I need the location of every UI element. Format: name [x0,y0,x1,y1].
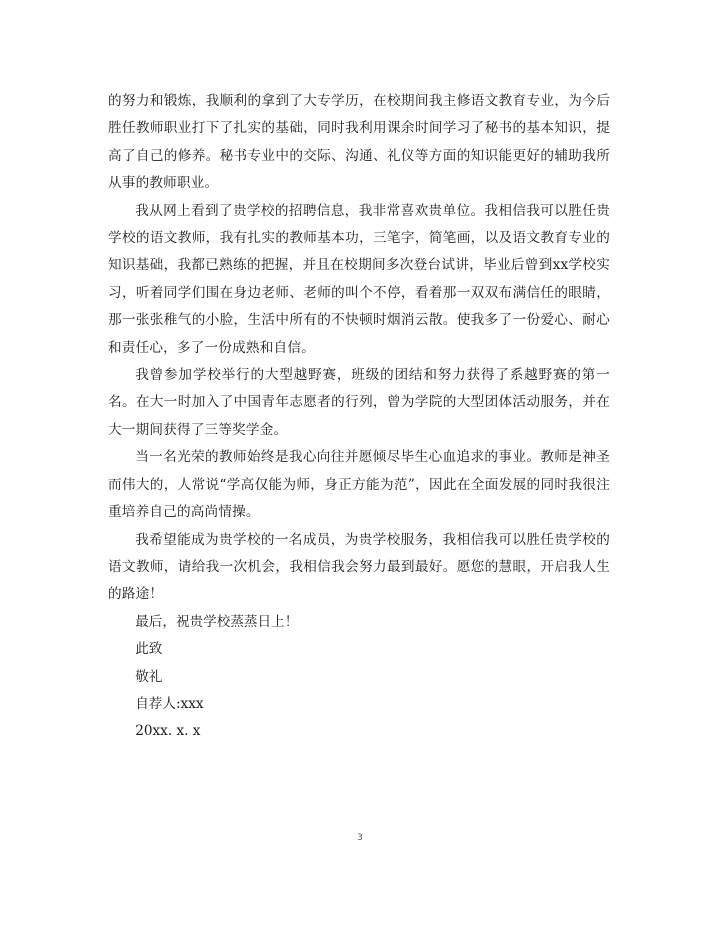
closing-wish: 最后，祝贵学校蒸蒸日上！ [135,613,299,630]
paragraph-education: 的努力和锻炼，我顺利的拿到了大专学历，在校期间我主修语文教育专业，为今后胜任教师职业打下了扎实的基础，同时我利用课余时间学习了秘书的基本知识，提高了自己的修养。秘书专业中的交际、沟通、礼仪等方面的知识能更好的辅助我所从事的教师职业。 [108,93,610,192]
letter-body [108,88,610,746]
paragraph-activities: 我曾参加学校举行的大型越野赛，班级的团结和努力获得了系越野赛的第一名。在大一时加入了中国青年志愿者的行列，曾为学院的大型团体活动服务，并在大一期间获得了三等奖学金。 [108,367,610,438]
letter-date: 20xx. x. x [135,723,201,740]
paragraph-qualification: 我从网上看到了贵学校的招聘信息，我非常喜欢贵单位。我相信我可以胜任贵学校的语文教师，我有扎实的教师基本功，三笔字，简笔画，以及语文教育专业的知识基础，我都已熟练的把握，并且在校期间多次登台试讲，毕业后曾到xx学校实习，听着同学们围在身边老师、老师的叫个不停，看着那一双双布满信任的眼睛，那一张张稚气的小脸，生活中所有的不快顿时烟消云散。使我多了一份爱心、耐心和责任心，多了一份成熟和自信。 [108,202,610,356]
closing-regards: 敬礼 [135,668,163,685]
paragraph-aspiration: 当一名光荣的教师始终是我心向往并愿倾尽毕生心血追求的事业。教师是神圣而伟大的，人常说“学高仅能为师，身正方能为范”，因此在全面发展的同时我很注重培养自己的高尚情操。 [108,449,610,521]
page-number: 3 [357,833,363,843]
signature: 自荐人:xxx [135,695,204,712]
closing-salutation: 此致 [135,641,163,658]
paragraph-request: 我希望能成为贵学校的一名成员，为贵学校服务，我相信我可以胜任贵学校的语文教师，请给我一次机会，我相信我会努力最到最好。愿您的慧眼，开启我人生的路途！ [108,531,610,603]
